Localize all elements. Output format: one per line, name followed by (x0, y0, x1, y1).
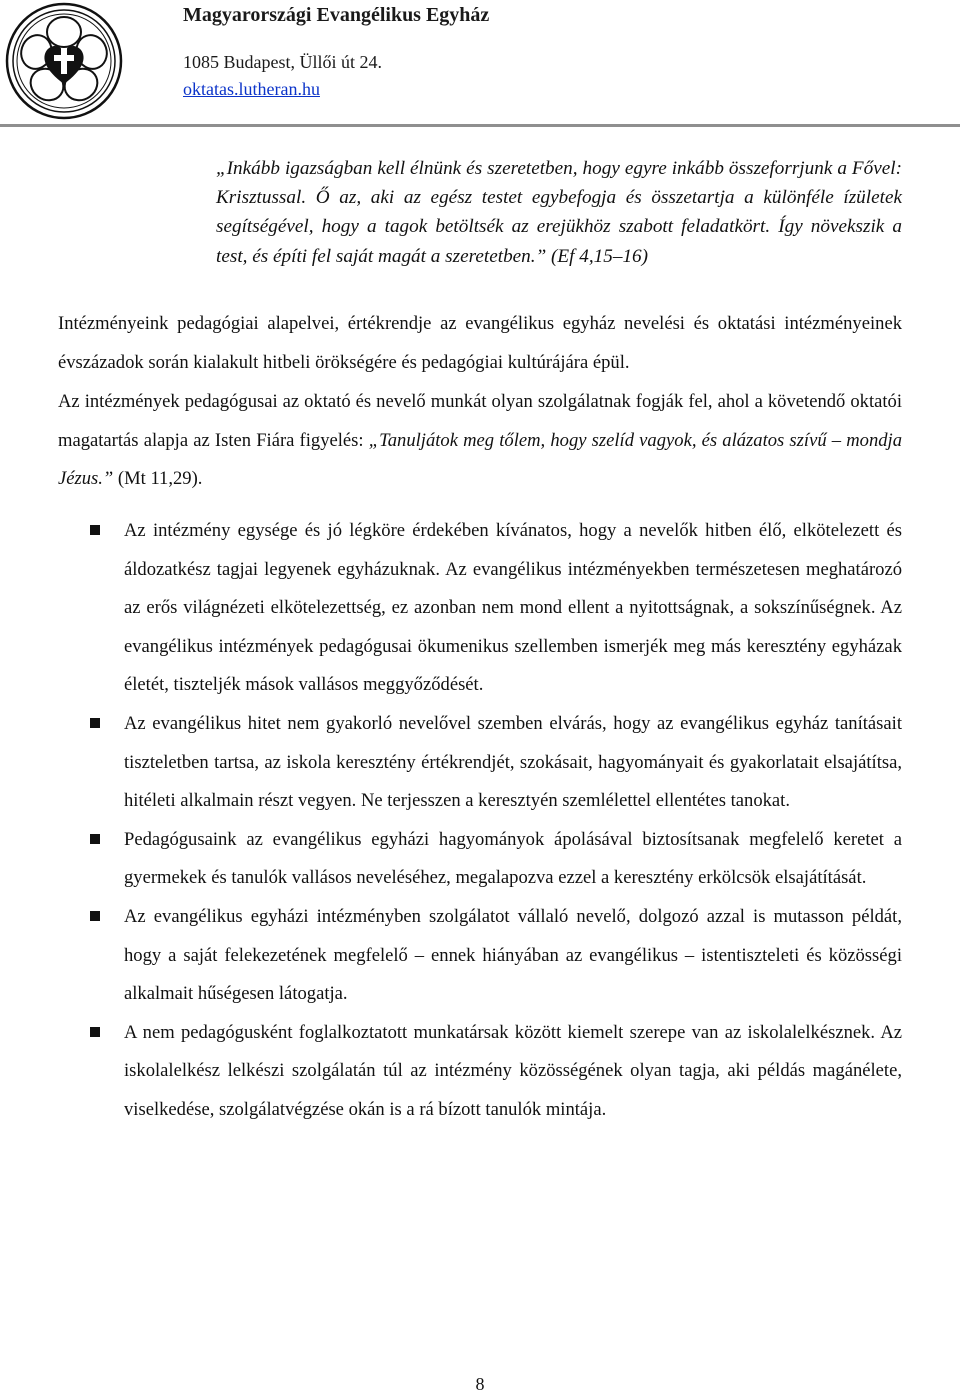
inline-quote: „Tanuljátok meg tőlem, hogy szelíd vagyok, és alázatos szívű – mondja Jézus.” (58, 429, 903, 490)
square-bullet-icon (90, 525, 100, 535)
list-item-text: Az intézmény egysége és jó légköre érdekében kívánatos, hogy a nevelők hitben élő, elkötelezett és áldozatkész tagjai legyenek egyházuknak. Az evangélikus intézményekben természetesen meghatározó az erős világnézeti elkötelezettség, ez azonban nem mond ellent a nyitottságnak, a sokszínűségnek. Az evangélikus intézmények pedagógusai ökumenikus szellemben ismerjék meg más keresztény egyházak életét, tiszteljék mások vallásos meggyőződését. (124, 520, 902, 696)
list-item (58, 821, 902, 898)
organization-name: Magyarországi Evangélikus Egyház (183, 4, 490, 26)
bullet-list (58, 512, 902, 1130)
square-bullet-icon (90, 1027, 100, 1037)
page-number: 8 (475, 1374, 485, 1394)
paragraph-principles: Intézményeink pedagógiai alapelvei, értékrendje az evangélikus egyház nevelési és oktatási intézményeinek évszázadok során kialakult hitbeli örökségére és pedagógiai kultúrájára épül. (58, 313, 902, 373)
list-item-text: Pedagógusaink az evangélikus egyházi hagyományok ápolásával biztosítsanak megfelelő keretet a gyermekek és tanulók vallásos neveléséhez, megalapozva ezzel a keresztény erkölcsök elsajátítását. (124, 828, 902, 889)
square-bullet-icon (90, 834, 100, 844)
paragraph-teachers (58, 383, 902, 499)
inline-reference: (Mt 11,29). (113, 468, 203, 490)
list-item-text: Az evangélikus egyházi intézményben szolgálatot vállaló nevelő, dolgozó azzal is mutasson példát, hogy a saját felekezetének megfelelő – ennek hiányában az evangélikus – istentiszteleti és közösségi alkalmait hűségesen látogatja. (124, 905, 902, 1005)
website-link[interactable]: oktatas.lutheran.hu (183, 79, 320, 99)
bible-quote (216, 154, 902, 271)
list-item (58, 705, 902, 821)
list-item-text: Az evangélikus hitet nem gyakorló nevelővel szemben elvárás, hogy az evangélikus egyház tanításait tiszteletben tartsa, az iskola keresztény értékrendjét, szokásait, hagyományait és gyakorlatait elsajátítsa, hitéleti alkalmain részt vegyen. Ne terjesszen a keresztyén szemlélettel ellentétes tanokat. (124, 712, 902, 812)
quote-reference: (Ef 4,15–16) (551, 245, 649, 267)
square-bullet-icon (90, 718, 100, 728)
header-divider (0, 124, 960, 127)
list-item (58, 512, 902, 705)
list-item (58, 898, 902, 1014)
square-bullet-icon (90, 911, 100, 921)
organization-address: 1085 Budapest, Üllői út 24. (183, 52, 382, 72)
letterhead (0, 0, 960, 128)
luther-rose-seal-icon (5, 2, 123, 120)
list-item-text: A nem pedagógusként foglalkoztatott munkatársak között kiemelt szerepe van az iskolalelkésznek. Az iskolalelkész lelkészi szolgálatán túl az intézmény közösségének olyan tagja, aki példás magánélete, viselkedése, szolgálatvégzése okán is a rá bízott tanulók mintája. (124, 1021, 902, 1120)
list-item (58, 1014, 902, 1130)
quote-text: „Inkább igazságban kell élnünk és szeretetben, hogy egyre inkább összeforrjunk a Fővel: Krisztussal. Ő az, aki az egész testet egybefogja és összetartja a különféle ízületek segítségével, hogy a tagok betöltsék az erejükhöz szabott feladatkört. Így növekszik a test, és építi fel saját magát a szeretetben.” (216, 158, 902, 267)
paragraph-text: Az intézmények pedagógusai az oktató és nevelő munkát olyan szolgálatnak fogják fel, ahol a követendő oktatói magatartás alapja az Isten Fiára figyelés: (58, 391, 902, 451)
